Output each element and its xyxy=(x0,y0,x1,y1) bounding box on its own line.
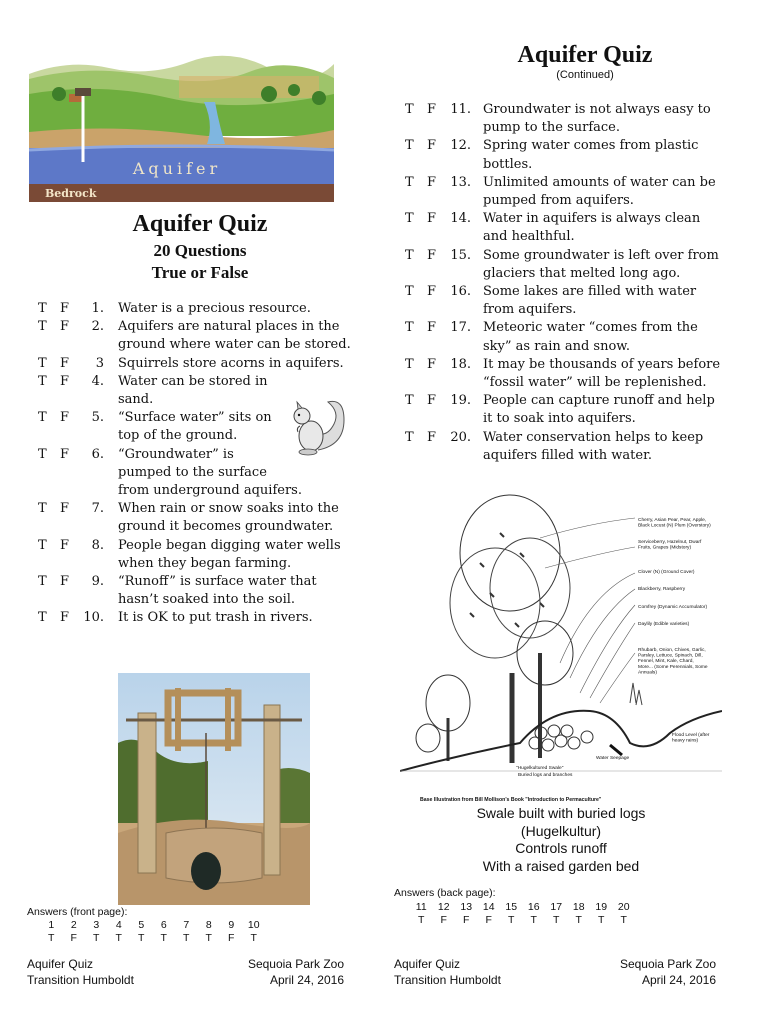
footer-right-venue: Sequoia Park Zoo xyxy=(619,957,716,971)
diagram-label: Water Seepage xyxy=(596,756,630,761)
question-text: Spring water comes from plastic xyxy=(483,138,699,154)
question-text: It is OK to put trash in rivers. xyxy=(118,610,313,626)
page-title-continued: Aquifer Quiz xyxy=(517,42,653,68)
question-text: sand. xyxy=(118,391,154,407)
bedrock-label: Bedrock xyxy=(45,187,97,200)
diagram-label: Comfrey (Dynamic Accumulator) xyxy=(638,605,708,610)
question-text: hasn’t soaked into the soil. xyxy=(118,592,296,608)
answer-number: 13 xyxy=(460,901,473,913)
answer-values-front xyxy=(40,932,265,944)
answer-value: T xyxy=(598,914,605,926)
question-text: and healthful. xyxy=(483,229,575,245)
diagram-caption xyxy=(400,805,722,875)
answer-value: T xyxy=(508,914,515,926)
answer-number: 12 xyxy=(437,901,450,913)
diagram-label: Serviceberry, Hazelnut, Dwarf Fruits, Grapes (Midstory) xyxy=(638,540,702,551)
false-option: F xyxy=(60,373,70,389)
answer-number: 3 xyxy=(93,919,100,931)
question-number: 12. xyxy=(450,138,471,154)
question-text: aquifers filled with water. xyxy=(483,447,652,463)
question-text: “Surface water” sits on xyxy=(118,410,272,426)
true-option: T xyxy=(405,247,414,263)
question-text: It may be thousands of years before xyxy=(483,356,721,372)
question-text: Water can be stored in xyxy=(118,373,268,389)
answer-value: T xyxy=(553,914,560,926)
answer-number: 17 xyxy=(550,901,563,913)
question-number: 1. xyxy=(91,301,104,316)
question-text: Squirrels store acorns in aquifers. xyxy=(118,355,344,371)
false-option: F xyxy=(427,356,437,372)
true-option: T xyxy=(38,355,47,371)
aquifer-label: Aquifer xyxy=(132,159,222,178)
answer-number: 1 xyxy=(48,919,55,931)
answer-value: T xyxy=(93,932,100,944)
false-option: F xyxy=(427,211,437,227)
diagram-label: Blackberry, Raspberry xyxy=(638,587,686,592)
aquifer-landscape-image xyxy=(29,54,334,202)
answer-value: T xyxy=(160,932,167,944)
answer-number: 20 xyxy=(617,901,630,913)
false-option: F xyxy=(427,138,437,154)
diagram-label: Clover (N) (Ground Cover) xyxy=(638,570,695,575)
question-number: 18. xyxy=(450,356,471,372)
question-number: 13. xyxy=(450,174,471,190)
answers-label-back: Answers (back page): xyxy=(394,887,496,899)
caption-line: With a raised garden bed xyxy=(482,857,640,874)
false-option: F xyxy=(427,174,437,190)
question-text: bottles. xyxy=(483,156,533,172)
footer-left-org: Transition Humboldt xyxy=(27,973,134,987)
false-option: F xyxy=(60,446,70,462)
question-number: 9. xyxy=(91,574,104,589)
true-option: T xyxy=(405,356,414,372)
question-text: sky” as rain and snow. xyxy=(483,338,631,354)
false-option: F xyxy=(60,537,70,553)
question-text: People can capture runoff and help xyxy=(483,393,715,409)
false-option: F xyxy=(60,301,70,316)
question-number: 17. xyxy=(450,320,471,336)
answer-number: 11 xyxy=(415,901,427,913)
question-number: 19. xyxy=(450,393,471,409)
answer-value: T xyxy=(115,932,122,944)
false-option: F xyxy=(427,429,437,445)
answer-number: 14 xyxy=(482,901,495,913)
answer-values-back xyxy=(410,914,635,926)
footer-left-title: Aquifer Quiz xyxy=(27,957,94,971)
question-text: pumped to the surface xyxy=(118,464,267,480)
answer-number: 8 xyxy=(205,919,212,931)
false-option: F xyxy=(427,284,437,299)
answer-value: T xyxy=(575,914,582,926)
false-option: F xyxy=(427,102,437,117)
answer-value: F xyxy=(228,932,235,944)
water-well-photo xyxy=(118,673,310,905)
question-text: from underground aquifers. xyxy=(118,482,302,498)
answer-number: 10 xyxy=(247,919,260,931)
true-option: T xyxy=(38,373,47,389)
answer-number: 19 xyxy=(595,901,608,913)
question-number: 5. xyxy=(91,410,104,426)
question-text: top of the ground. xyxy=(118,428,238,444)
true-option: T xyxy=(405,138,414,154)
question-number: 16. xyxy=(450,284,471,299)
answer-value: F xyxy=(70,932,77,944)
answer-value: F xyxy=(485,914,492,926)
diagram-label: Rhubarb, Onion, Chives, Garlic, Parsley, Lettuce, Spinach, Dill, Fennel, Mint, Kale, Chard, More... (Some Perennials, Some Annuals) xyxy=(638,648,708,676)
footer-left-date: April 24, 2016 xyxy=(269,973,344,987)
question-text: “Runoff” is surface water that xyxy=(118,574,317,589)
answers-label-front: Answers (front page): xyxy=(27,906,128,918)
answer-value: T xyxy=(183,932,190,944)
answer-value: T xyxy=(205,932,212,944)
true-option: T xyxy=(405,320,414,336)
diagram-label: Buried logs and branches xyxy=(518,773,573,778)
continued-label: (Continued) xyxy=(556,69,614,81)
question-number: 11. xyxy=(450,102,471,117)
true-option: T xyxy=(38,537,47,553)
question-text: from aquifers. xyxy=(483,302,577,318)
question-text: glaciers that melted long ago. xyxy=(483,265,681,281)
question-text: Some lakes are filled with water xyxy=(483,284,697,299)
answer-value: T xyxy=(138,932,145,944)
true-option: T xyxy=(405,429,414,445)
footer-left-venue: Sequoia Park Zoo xyxy=(247,957,344,971)
diagram-label: Cherry, Asian Pear, Pear, Apple, Black Locust (N) Plum (Overstory) xyxy=(638,518,711,529)
false-option: F xyxy=(60,355,70,371)
answer-number: 15 xyxy=(505,901,518,913)
question-text: Groundwater is not always easy to xyxy=(483,102,711,117)
caption-line: Controls runoff xyxy=(515,840,607,856)
answer-value: T xyxy=(418,914,425,926)
false-option: F xyxy=(60,501,70,517)
question-number: 4. xyxy=(91,373,104,389)
true-option: T xyxy=(405,393,414,409)
true-option: T xyxy=(38,410,47,426)
true-option: T xyxy=(405,102,414,117)
question-text: Meteoric water “comes from the xyxy=(483,320,698,336)
diagram-label: Daylily (Edible varieties) xyxy=(638,622,690,627)
answer-value: T xyxy=(250,932,257,944)
question-text: Water conservation helps to keep xyxy=(483,429,704,445)
answer-number: 6 xyxy=(160,919,167,931)
true-option: T xyxy=(38,319,47,335)
subtitle-count: 20 Questions xyxy=(153,241,247,260)
true-option: T xyxy=(405,174,414,190)
answer-number: 18 xyxy=(572,901,585,913)
question-number: 2. xyxy=(91,319,104,335)
question-text: “Groundwater” is xyxy=(118,446,234,462)
answer-value: T xyxy=(530,914,537,926)
question-text: When rain or snow soaks into the xyxy=(118,501,339,517)
answer-number: 2 xyxy=(70,919,77,931)
footer-right-title: Aquifer Quiz xyxy=(394,957,461,971)
true-option: T xyxy=(38,610,47,626)
squirrel-illustration xyxy=(278,390,350,462)
question-text: Water in aquifers is always clean xyxy=(483,211,701,227)
question-text: Aquifers are natural places in the xyxy=(118,319,340,335)
footer-right-org: Transition Humboldt xyxy=(394,973,501,987)
false-option: F xyxy=(60,610,70,626)
caption-line: (Hugelkultur) xyxy=(520,822,602,839)
true-option: T xyxy=(38,301,47,316)
question-number: 3 xyxy=(95,355,104,371)
subtitle-type: True or False xyxy=(151,263,249,282)
answer-number: 16 xyxy=(527,901,540,913)
hugelkultur-diagram xyxy=(400,493,722,805)
question-text: it to soak into aquifers. xyxy=(483,411,636,427)
question-text: Unlimited amounts of water can be xyxy=(483,174,716,190)
true-option: T xyxy=(38,446,47,462)
question-text: when they began farming. xyxy=(118,555,292,571)
footer-right-date: April 24, 2016 xyxy=(641,973,716,987)
true-option: T xyxy=(38,501,47,517)
question-text: pump to the surface. xyxy=(483,120,621,136)
question-number: 6. xyxy=(91,446,104,462)
question-number: 20. xyxy=(450,429,471,445)
answer-number: 4 xyxy=(115,919,122,931)
answer-value: T xyxy=(48,932,55,944)
question-text: People began digging water wells xyxy=(118,537,341,553)
true-option: T xyxy=(38,574,47,589)
false-option: F xyxy=(427,320,437,336)
diagram-label: Flood Level (after heavy rains) xyxy=(672,733,710,744)
question-number: 7. xyxy=(91,501,104,517)
answer-value: F xyxy=(440,914,447,926)
question-text: “fossil water” will be replenished. xyxy=(483,374,707,390)
question-number: 14. xyxy=(450,211,471,227)
answer-numbers-front xyxy=(40,919,265,931)
false-option: F xyxy=(60,319,70,335)
question-text: pumped from aquifers. xyxy=(483,192,634,208)
false-option: F xyxy=(60,410,70,426)
true-option: T xyxy=(405,211,414,227)
answer-value: T xyxy=(620,914,627,926)
caption-line: Swale built with buried logs xyxy=(476,805,646,821)
answer-number: 5 xyxy=(138,919,145,931)
false-option: F xyxy=(427,247,437,263)
answer-number: 7 xyxy=(183,919,190,931)
false-option: F xyxy=(60,574,70,589)
answer-value: F xyxy=(463,914,470,926)
answer-numbers-back xyxy=(410,901,635,913)
question-number: 8. xyxy=(91,537,104,553)
true-option: T xyxy=(405,284,414,299)
question-text: ground where water can be stored. xyxy=(118,337,351,353)
question-number: 15. xyxy=(450,247,471,263)
diagram-label: Base Illustration from Bill Mollison's Book "Introduction to Permaculture" xyxy=(420,797,602,803)
question-number: 10. xyxy=(83,610,104,626)
diagram-label: "Hugelkultured Swale" xyxy=(516,766,564,771)
page-title: Aquifer Quiz xyxy=(132,211,268,237)
answer-number: 9 xyxy=(228,919,235,931)
false-option: F xyxy=(427,393,437,409)
question-text: Water is a precious resource. xyxy=(118,301,311,316)
question-text: Some groundwater is left over from xyxy=(483,247,719,263)
question-text: ground it becomes groundwater. xyxy=(118,519,334,535)
